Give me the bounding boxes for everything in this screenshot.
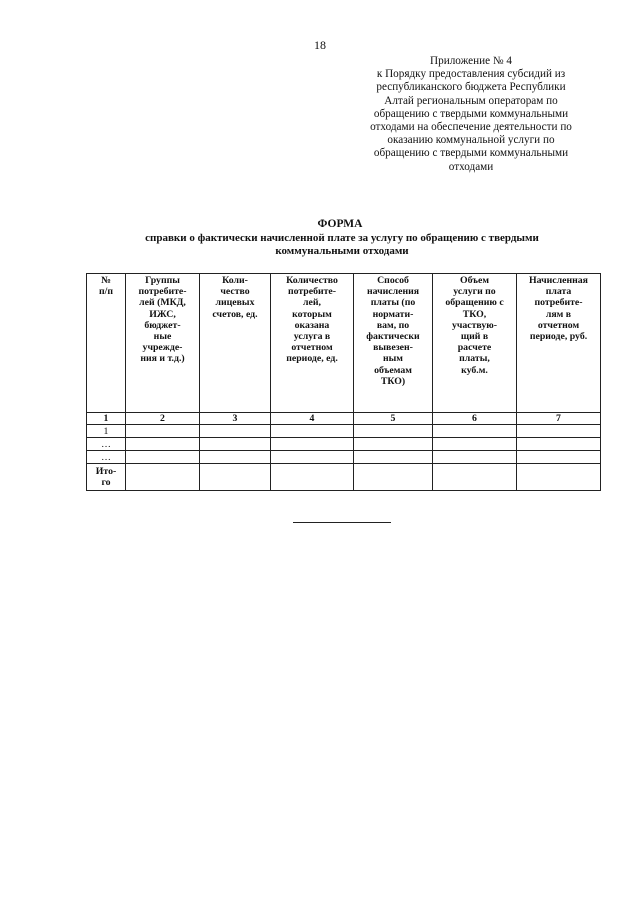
empty-cell [271,438,354,451]
empty-cell [517,464,601,491]
column-number-cell: 1 [87,413,126,425]
appendix-line: Алтай региональным операторам по [384,94,558,107]
row-number-cell: … [87,438,126,451]
total-row [87,464,601,491]
empty-cell [271,451,354,464]
empty-cell [200,425,271,438]
form-subtitle-line: коммунальными отходами [275,244,409,257]
appendix-line: отходами на обеспечение деятельности по [370,121,572,134]
header-cell-charged-fee: Начисленная плата потребите- лям в отчетном периоде, руб. [517,274,601,413]
column-number-cell: 6 [433,413,517,425]
empty-cell [433,438,517,451]
empty-cell [271,425,354,438]
empty-cell [433,451,517,464]
header-cell-number: № п/п [87,274,126,413]
header-cell-consumer-groups: Группы потребите- лей (МКД, ИЖС, бюджет- ные учрежде- ния и т.д.) [126,274,200,413]
empty-cell [354,438,433,451]
column-number-cell: 7 [517,413,601,425]
appendix-line: республиканского бюджета Республики [376,81,566,94]
empty-cell [271,464,354,491]
form-subtitle [92,232,592,257]
empty-cell [200,451,271,464]
table-row [87,425,601,438]
appendix-line: к Порядку предоставления субсидий из [376,68,566,81]
empty-cell [517,451,601,464]
column-number-cell: 5 [354,413,433,425]
table-row [87,451,601,464]
column-number-cell: 3 [200,413,271,425]
empty-cell [126,438,200,451]
row-number-cell: … [87,451,126,464]
appendix-line: обращению с твердыми коммунальными [373,107,569,120]
appendix-line: оказанию коммунальной услуги по [387,134,555,147]
empty-cell [354,464,433,491]
appendix-line: отходами [448,160,494,173]
empty-cell [433,464,517,491]
empty-cell [126,464,200,491]
header-cell-accounts-count: Коли- чество лицевых счетов, ед. [200,274,271,413]
form-subtitle-line: справки о фактически начисленной плате за услугу по обращению с твердыми [145,232,539,244]
column-number-cell: 4 [271,413,354,425]
appendix-line: Приложение № 4 [430,55,512,67]
empty-cell [200,464,271,491]
column-number-row [87,413,601,425]
report-table [86,273,601,491]
empty-cell [126,425,200,438]
empty-cell [126,451,200,464]
header-cell-charge-method: Способ начисления платы (по нормати- вам, по фактически вывезен- ным объемам ТКО) [354,274,433,413]
end-rule-divider [293,522,391,523]
empty-cell [517,438,601,451]
empty-cell [433,425,517,438]
table-header-row [87,274,601,413]
empty-cell [200,438,271,451]
table-row [87,438,601,451]
form-title: ФОРМА [317,218,363,230]
header-cell-service-volume: Объем услуги по обращению с ТКО, участвую- щий в расчете платы, куб.м. [433,274,517,413]
page-number: 18 [314,38,326,52]
column-number-cell: 2 [126,413,200,425]
empty-cell [354,425,433,438]
header-cell-consumers-count: Количество потребите- лей, которым оказана услуга в отчетном периоде, ед. [271,274,354,413]
empty-cell [354,451,433,464]
appendix-line: обращению с твердыми коммунальными [373,147,569,160]
appendix-block [346,55,596,174]
row-number-cell: 1 [87,425,126,438]
total-label-cell: Ито- го [87,464,126,491]
empty-cell [517,425,601,438]
